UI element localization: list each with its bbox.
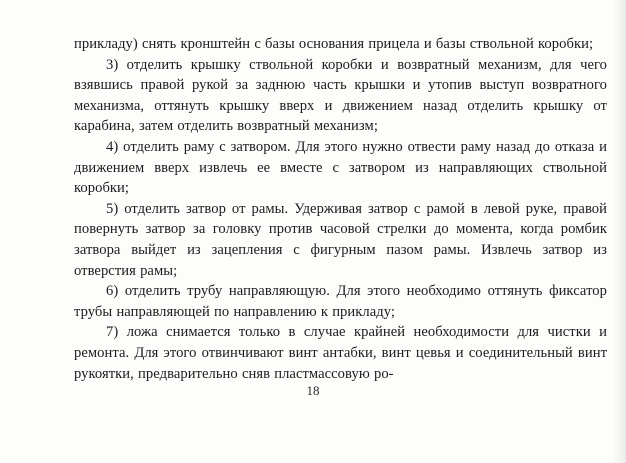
paragraph-6: 6) отделить трубу направляющую. Для этого необходимо оттянуть фиксатор трубы направляющей по направлению к прикладу; [74, 283, 607, 320]
paragraph-3: 3) отделить крышку ствольной коробки и возвратный механизм, для чего взявшись правой рукой за заднюю часть крышки и утопив выступ возвратного механизма, оттянуть крышку вверх и движением назад отделить крышку от карабина, затем отделить возвратный механизм; [74, 56, 607, 135]
page-number: 18 [306, 383, 320, 398]
paragraph-4: 4) отделить раму с затвором. Для этого нужно отвести раму назад до отказа и движением вверх извлечь ее вместе с затвором из направляющих ствольной коробки; [74, 138, 607, 197]
paragraph-5: 5) отделить затвор от рамы. Удерживая затвор с рамой в левой руке, правой повернуть затвор за головку против часовой стрелки до момента, когда ромбик затвора выйдет из зацепления с фигурным пазом рамы. Извлечь затвор из отверстия рамы; [74, 200, 607, 279]
paragraph-2-continuation: прикладу) снять кронштейн с базы основания прицела и базы ствольной коробки; [74, 36, 594, 52]
page-edge-shadow [612, 0, 626, 463]
body-text [74, 34, 607, 384]
paragraph-7: 7) ложа снимается только в случае крайней необходимости для чистки и ремонта. Для этого отвинчивают винт антабки, винт цевья и соединительный винт рукоятки, предварительно сняв пластмассовую ро- [74, 324, 607, 382]
